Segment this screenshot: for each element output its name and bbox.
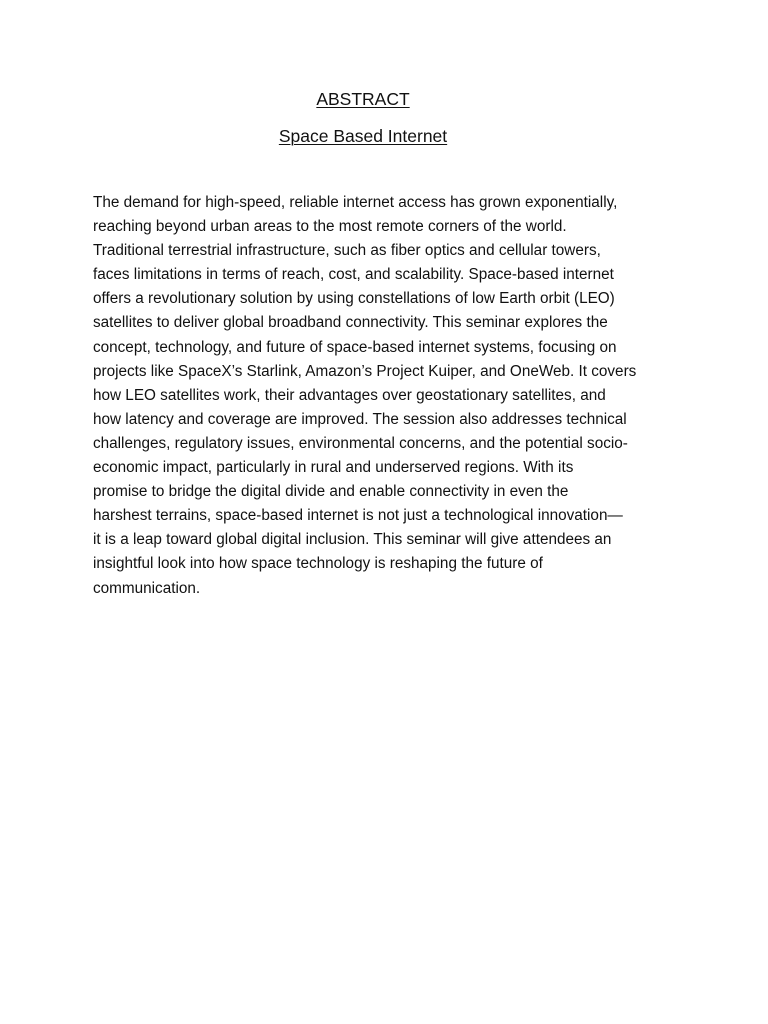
abstract-line-12: economic impact, particularly in rural and underserved regions. With its [93,459,574,477]
abstract-line-4: faces limitations in terms of reach, cost, and scalability. Space-based internet [93,266,614,284]
document-title: Space Based Internet [278,126,448,146]
abstract-heading: ABSTRACT [316,89,410,109]
abstract-line-15: it is a leap toward global digital inclusion. This seminar will give attendees an [93,531,612,549]
abstract-line-10: how latency and coverage are improved. The session also addresses technical [93,410,627,428]
abstract-line-11: challenges, regulatory issues, environmental concerns, and the potential socio- [93,434,628,452]
abstract-line-1: The demand for high-speed, reliable internet access has grown exponentially, [93,194,618,211]
abstract-line-13: promise to bridge the digital divide and enable connectivity in even the [93,483,569,501]
abstract-line-8: projects like SpaceX’s Starlink, Amazon’s Project Kuiper, and OneWeb. It covers [93,362,637,380]
abstract-line-14: harshest terrains, space-based internet is not just a technological innovation— [93,507,623,525]
abstract-line-5: offers a revolutionary solution by using constellations of low Earth orbit (LEO) [93,290,615,308]
abstract-paragraph [93,191,673,601]
abstract-line-2: reaching beyond urban areas to the most remote corners of the world. [93,218,567,236]
abstract-line-16: insightful look into how space technology is reshaping the future of [93,555,543,573]
abstract-line-3: Traditional terrestrial infrastructure, such as fiber optics and cellular towers, [93,242,601,260]
abstract-line-6: satellites to deliver global broadband connectivity. This seminar explores the [93,314,608,332]
abstract-line-7: concept, technology, and future of space-based internet systems, focusing on [93,338,617,356]
abstract-line-9: how LEO satellites work, their advantages over geostationary satellites, and [93,386,606,404]
abstract-line-17: communication. [93,579,201,597]
